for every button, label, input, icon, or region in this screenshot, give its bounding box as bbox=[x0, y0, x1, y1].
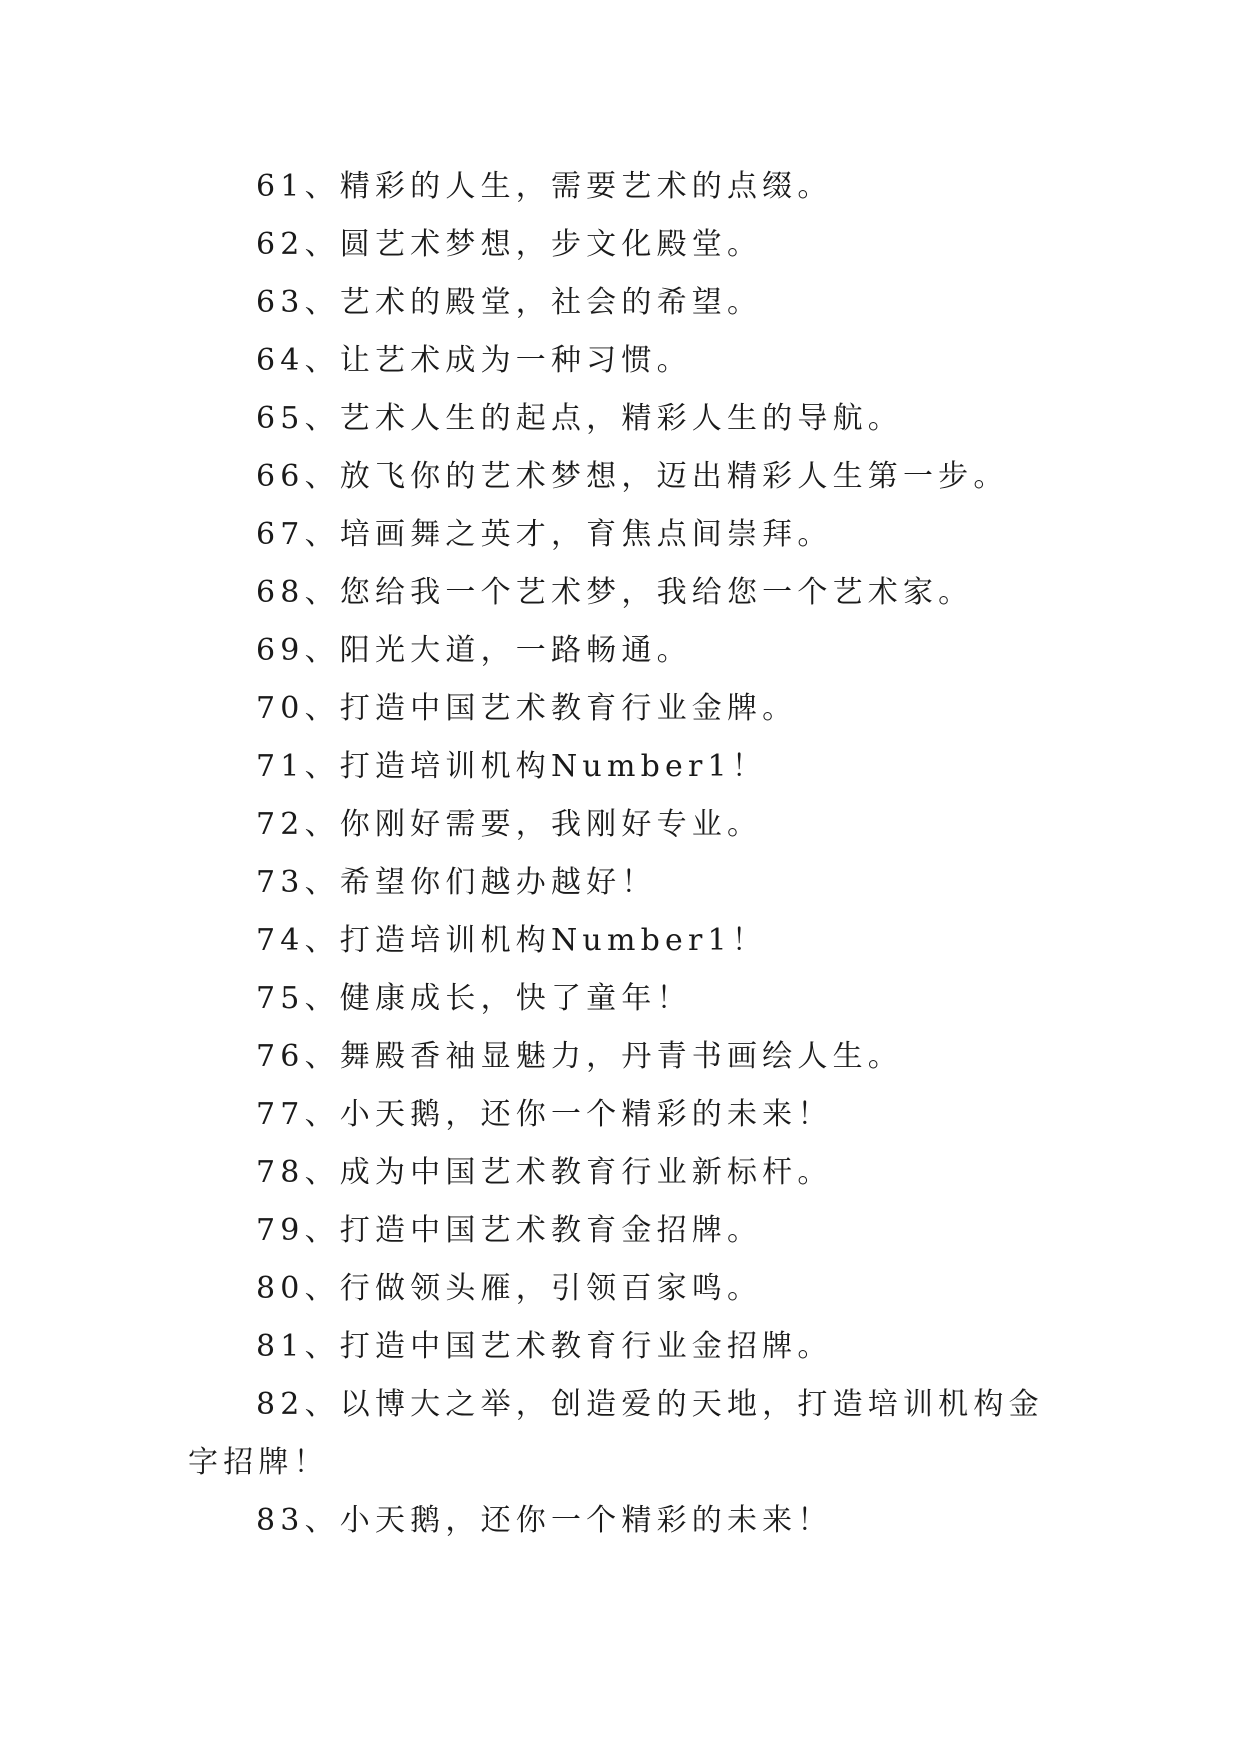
paragraph-74: 74、打造培训机构Number1！ bbox=[256, 923, 767, 958]
paragraph-79: 79、打造中国艺术教育金招牌。 bbox=[256, 1213, 763, 1248]
paragraph-76: 76、舞殿香袖显魅力，丹青书画绘人生。 bbox=[256, 1039, 903, 1074]
paragraph-77: 77、小天鹅，还你一个精彩的未来！ bbox=[256, 1097, 833, 1132]
paragraph-81: 81、打造中国艺术教育行业金招牌。 bbox=[256, 1329, 833, 1364]
paragraph-73: 73、希望你们越办越好！ bbox=[256, 865, 657, 900]
paragraph-70: 70、打造中国艺术教育行业金牌。 bbox=[256, 691, 798, 726]
paragraph-83: 83、小天鹅，还你一个精彩的未来！ bbox=[256, 1503, 833, 1538]
document-body bbox=[188, 158, 1058, 1550]
paragraph-69: 69、阳光大道，一路畅通。 bbox=[256, 633, 692, 668]
paragraph-64: 64、让艺术成为一种习惯。 bbox=[256, 343, 692, 378]
paragraph-67: 67、培画舞之英才，育焦点间崇拜。 bbox=[256, 517, 833, 552]
paragraph-71: 71、打造培训机构Number1！ bbox=[256, 749, 767, 784]
paragraph-63: 63、艺术的殿堂，社会的希望。 bbox=[256, 285, 763, 320]
paragraph-82: 82、以博大之举，创造爱的天地，打造培训机构金字招牌！ bbox=[188, 1387, 1044, 1480]
paragraph-62: 62、圆艺术梦想，步文化殿堂。 bbox=[256, 227, 763, 262]
paragraph-65: 65、艺术人生的起点，精彩人生的导航。 bbox=[256, 401, 903, 436]
paragraph-72: 72、你刚好需要，我刚好专业。 bbox=[256, 807, 763, 842]
paragraph-66: 66、放飞你的艺术梦想，迈出精彩人生第一步。 bbox=[256, 459, 1009, 494]
paragraph-78: 78、成为中国艺术教育行业新标杆。 bbox=[256, 1155, 833, 1190]
paragraph-61: 61、精彩的人生，需要艺术的点缀。 bbox=[256, 169, 833, 204]
paragraph-68: 68、您给我一个艺术梦，我给您一个艺术家。 bbox=[256, 575, 974, 610]
paragraph-75: 75、健康成长，快了童年！ bbox=[256, 981, 692, 1016]
paragraph-80: 80、行做领头雁，引领百家鸣。 bbox=[256, 1271, 763, 1306]
